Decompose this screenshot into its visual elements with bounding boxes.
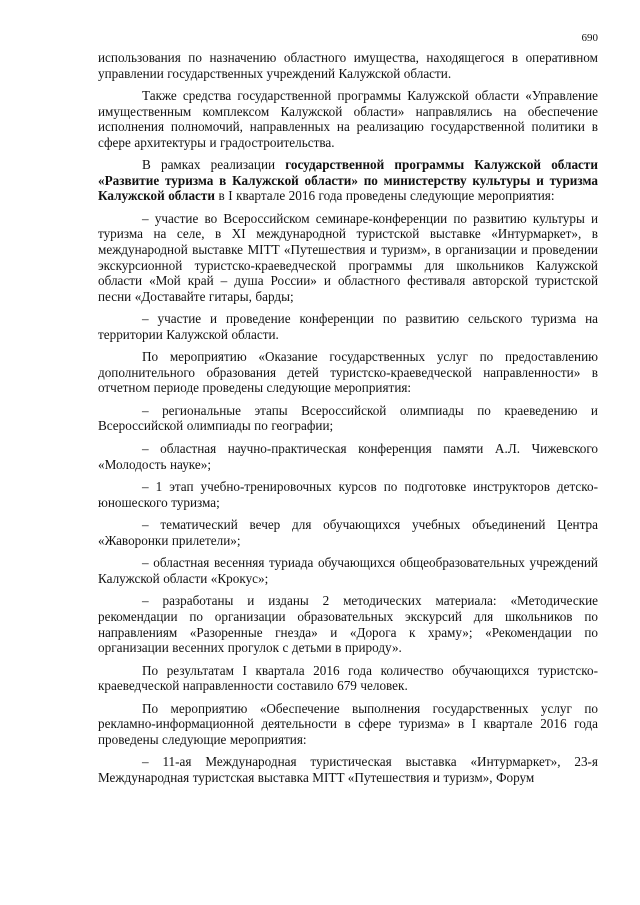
paragraph-property-program: Также средства государственной программы Калужской области «Управление имущественным комплексом Калужской области» направлялись на обеспечение исполнения полномочий, направленных на реализацию государственной политики в сфере архитектуры и градостроительства. [98, 88, 598, 150]
paragraph-event-participation: – участие во Всероссийском семинаре-конференции по развитию культуры и туризма на селе, в XI международной туристской выставке «Интурмаркет», в международной выставке МITT «Путешествия и туризм», в организации и проведении экскурсионной туристско-краеведческой программы для школьников Калужской области «Мой край – душа России» и областного фестиваля авторской туристской песни «Доставайте гитары, барды; [98, 210, 598, 304]
paragraph-spring-tourism-event: – областная весенняя туриада обучающихся общеобразовательных учреждений Калужской области «Крокус»; [98, 555, 598, 586]
paragraph-instructor-training: – 1 этап учебно-тренировочных курсов по подготовке инструкторов детско-юношеского туризма; [98, 479, 598, 510]
paragraph-tourism-program [98, 157, 598, 204]
page-number: 690 [581, 32, 598, 44]
paragraph-property-usage: использования по назначению областного имущества, находящегося в оперативном управлении государственных учреждений Калужской области. [98, 50, 598, 81]
paragraph-regional-olympiads: – региональные этапы Всероссийской олимпиады по краеведению и Всероссийской олимпиады по географии; [98, 402, 598, 434]
document-body [98, 50, 598, 789]
tourism-program-suffix: в I квартале 2016 года проведены следующие мероприятия: [215, 188, 555, 204]
tourism-program-prefix: В рамках реализации [142, 157, 286, 173]
paragraph-education-services: По мероприятию «Оказание государственных услуг по предоставлению дополнительного образования детей туристско-краеведческой направленности» в отчетном периоде проведены следующие мероприятия: [98, 349, 598, 396]
paragraph-science-conference: – областная научно-практическая конференция памяти А.Л. Чижевского «Молодость науке»; [98, 441, 598, 472]
paragraph-methodical-materials: – разработаны и изданы 2 методических материала: «Методические рекомендации по организации образовательных экскурсий для школьников по направлениям «Разоренные гнезда» и «Дорога к храму»; «Рекомендации по организации весенних прогулок с детьми в природу». [98, 593, 598, 656]
paragraph-rural-tourism-conference: – участие и проведение конференции по развитию сельского туризма на территории Калужской области. [98, 311, 598, 342]
tourism-program-title: государственной программы Калужской области «Развитие туризма в Калужской области» по министерству культуры и туризма Калужской области [98, 157, 598, 204]
paragraph-advertising-information: По мероприятию «Обеспечение выполнения государственных услуг по рекламно-информационной деятельности в сфере туризма» в I квартале 2016 года проведены следующие мероприятия: [98, 700, 598, 747]
paragraph-student-count: По результатам I квартала 2016 года количество обучающихся туристско-краеведческой направленности составило 679 человек. [98, 662, 598, 694]
paragraph-themed-evening: – тематический вечер для обучающихся учебных объединений Центра «Жаворонки прилетели»; [98, 517, 598, 548]
paragraph-international-exhibitions: – 11-ая Международная туристическая выставка «Интурмаркет», 23-я Международная туристская выставка МITT «Путешествия и туризм», Форум [98, 754, 598, 785]
